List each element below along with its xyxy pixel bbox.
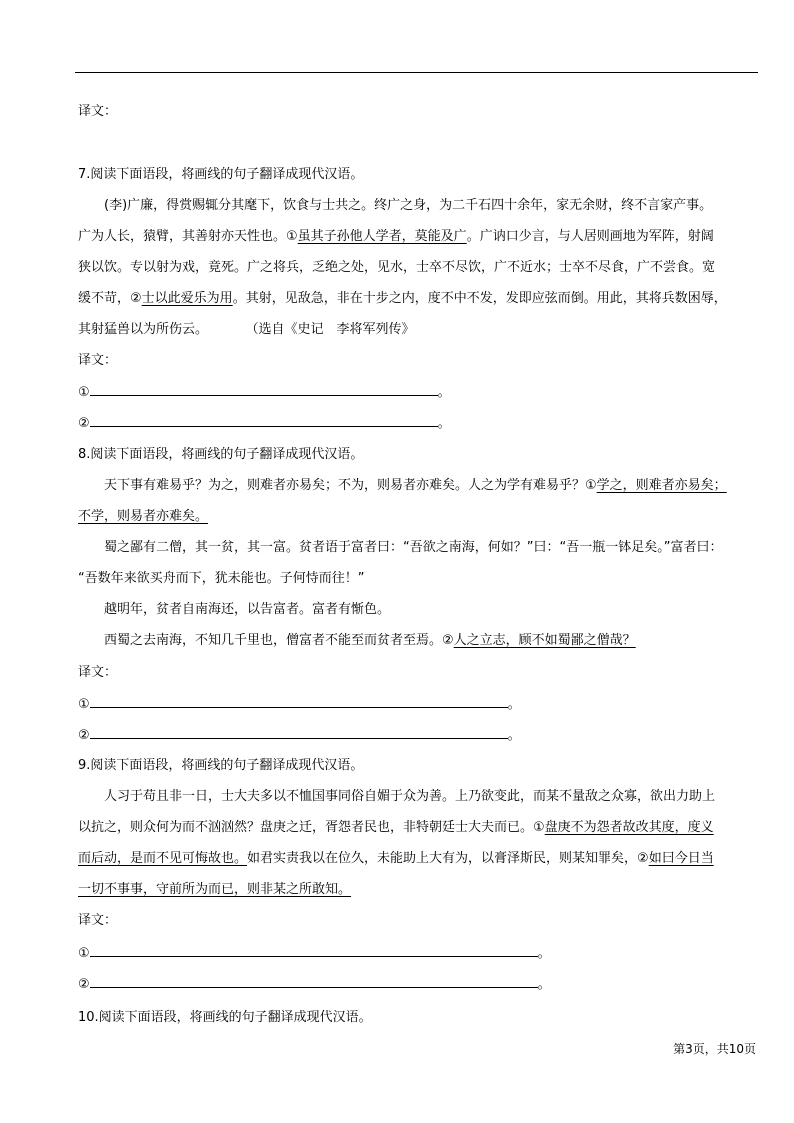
q7-underlined-sentence-2: 士以此爱乐为用	[141, 291, 233, 306]
q7-passage-line-4: 缓不苛，②士以此爱乐为用。其射，见敌急，非在十步之内，度不中不发，发即应弦而倒。用此，其将兵数困辱，	[78, 291, 727, 306]
q7-underlined-sentence-1: 虽其子孙他人学者，莫能及广	[297, 229, 467, 244]
q7-source: （选自《史记 李将军列传》	[252, 322, 415, 337]
q9-underlined-sentence-1b: 而后动，是而不见可悔故也。	[78, 851, 248, 866]
q9-answer-label: 译文：	[78, 913, 118, 928]
q7-passage-line-3: 狭以饮。专以射为戏，竟死。广之将兵，乏绝之处，见水，士卒不尽饮，广不近水；士卒不尽食，广不尝食。宽	[78, 260, 716, 275]
q6-answer-label: 译文：	[78, 104, 118, 119]
q9-underlined-sentence-1a: 盘庚不为怨者故改其度，度义	[544, 820, 714, 835]
q9-answer-1[interactable]: ① 。	[78, 946, 551, 961]
q9-title: 9.阅读下面语段，将画线的句子翻译成现代汉语。	[78, 758, 364, 773]
q9-passage-line-4	[78, 881, 768, 899]
q8-answer-2[interactable]: ② 。	[78, 728, 521, 743]
q8-passage-line-5: 越明年，贫者自南海还，以告富者。富者有惭色。	[104, 602, 391, 617]
q7-answer-2[interactable]: ② 。	[78, 416, 451, 431]
header-rule	[75, 72, 758, 73]
q9-underlined-sentence-2a: 如曰今日当	[648, 851, 714, 866]
q8-underlined-sentence-1b: 不学，则易者亦难矣。	[78, 509, 209, 524]
q7-passage-line-1: (李)广廉，得赏赐辄分其麾下，饮食与士共之。终广之身，为二千石四十余年，家无余财，终不言家产事。	[104, 198, 713, 213]
q9-underlined-sentence-2b: 一切不事事，守前所为而已，则非某之所敢知。	[78, 882, 352, 897]
q9-passage-line-1: 人习于苟且非一日，士大夫多以不恤国事同俗自媚于众为善。上乃欲变此，而某不量敌之众寡，欲出力助上	[104, 789, 716, 804]
q7-passage-line-5: 其射猛兽以为所伤云。 （选自《史记 李将军列传》	[78, 322, 415, 337]
q8-passage-line-6: 西蜀之去南海，不知几千里也，僧富者不能至而贫者至焉。②人之立志，顾不如蜀鄙之僧哉？	[104, 633, 636, 648]
q8-title: 8.阅读下面语段，将画线的句子翻译成现代汉语。	[78, 447, 364, 462]
q7-title: 7.阅读下面语段，将画线的句子翻译成现代汉语。	[78, 167, 364, 182]
q8-underlined-sentence-1a: 学之，则难者亦易矣；	[596, 478, 727, 493]
page-number: 第3页，共10页	[673, 1042, 756, 1056]
q9-answer-2[interactable]: ② 。	[78, 977, 551, 992]
q8-passage-line-3: 蜀之鄙有二僧，其一贫，其一富。贫者语于富者曰：“吾欲之南海，何如？”曰：“吾一瓶一钵足矣。”富者曰：	[104, 540, 723, 555]
q7-passage-line-2: 广为人长，猿臂，其善射亦天性也。①虽其子孙他人学者，莫能及广。广讷口少言，与人居则画地为军阵，射阔	[78, 229, 714, 244]
q8-passage-line-4: “吾数年来欲买舟而下，犹未能也。子何恃而往！”	[78, 571, 365, 586]
q8-answer-1[interactable]: ① 。	[78, 697, 521, 712]
q9-passage-line-2: 以抗之，则众何为而不汹汹然？盘庚之迁，胥怨者民也，非特朝廷士大夫而已。①盘庚不为怨者故改其度，度义	[78, 820, 714, 835]
q10-title: 10.阅读下面语段，将画线的句子翻译成现代汉语。	[78, 1010, 372, 1025]
q8-passage-line-1: 天下事有难易乎？为之，则难者亦易矣；不为，则易者亦难矣。人之为学有难易乎？①学之，则难者亦易矣；	[104, 478, 727, 493]
q7-answer-label: 译文：	[78, 353, 118, 368]
q8-passage-line-2	[78, 508, 768, 526]
q9-passage-line-3: 而后动，是而不见可悔故也。如君实责我以在位久，未能助上大有为，以膏泽斯民，则某知罪矣，②如曰今日当	[78, 851, 714, 866]
q8-answer-label: 译文：	[78, 665, 118, 680]
q8-underlined-sentence-2: 人之立志，顾不如蜀鄙之僧哉？	[453, 633, 636, 648]
q7-answer-1[interactable]: ① 。	[78, 385, 451, 400]
